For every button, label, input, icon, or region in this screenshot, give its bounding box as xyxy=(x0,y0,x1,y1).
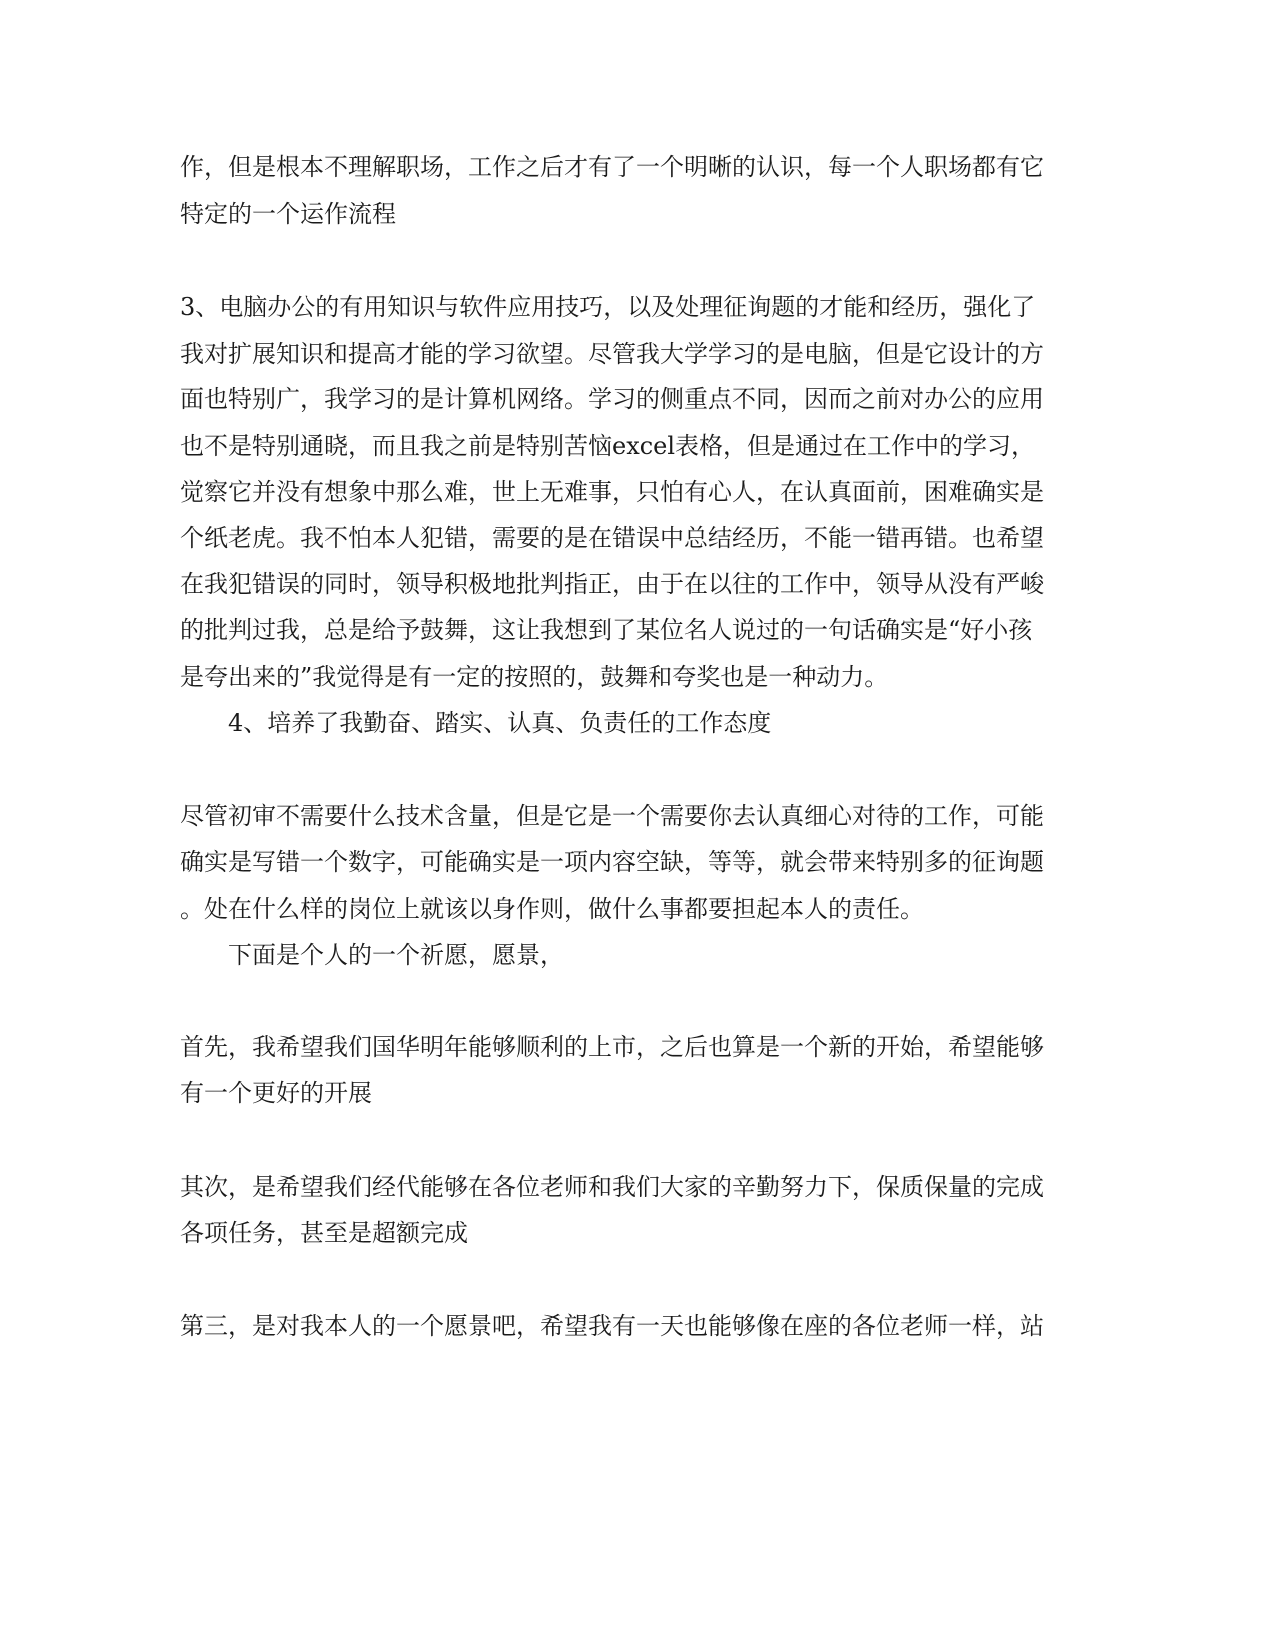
text-line: 是夸出来的”我觉得是有一定的按照的，鼓舞和夸奖也是一种动力。 xyxy=(180,663,889,691)
text-line: 3、电脑办公的有用知识与软件应用技巧，以及处理征询题的才能和经历，强化了 xyxy=(180,293,1036,321)
text-line: 作，但是根本不理解职场，工作之后才有了一个明晰的认识，每一个人职场都有它 xyxy=(180,153,1044,181)
section-heading: 4、培养了我勤奋、踏实、认真、负责任的工作态度 xyxy=(228,709,772,737)
section-heading: 下面是个人的一个祈愿，愿景， xyxy=(228,941,564,969)
text-line: 个纸老虎。我不怕本人犯错，需要的是在错误中总结经历，不能一错再错。也希望 xyxy=(180,524,1044,552)
text-line: 第三，是对我本人的一个愿景吧，希望我有一天也能够像在座的各位老师一样，站 xyxy=(180,1312,1044,1340)
text-line: 首先，我希望我们国华明年能够顺利的上市，之后也算是一个新的开始，希望能够 xyxy=(180,1033,1044,1061)
text-line: 在我犯错误的同时，领导积极地批判指正，由于在以往的工作中，领导从没有严峻 xyxy=(180,570,1044,598)
text-line: 特定的一个运作流程 xyxy=(180,200,396,228)
text-line: 有一个更好的开展 xyxy=(180,1079,372,1107)
text-line: 也不是特别通晓，而且我之前是特别苦恼excel表格，但是通过在工作中的学习， xyxy=(180,432,1036,460)
text-line: 确实是写错一个数字，可能确实是一项内容空缺，等等，就会带来特别多的征询题 xyxy=(180,848,1044,876)
text-line: 面也特别广，我学习的是计算机网络。学习的侧重点不同，因而之前对办公的应用 xyxy=(180,385,1044,413)
text-line: 觉察它并没有想象中那么难，世上无难事，只怕有心人，在认真面前，困难确实是 xyxy=(180,478,1044,506)
text-line: 其次，是希望我们经代能够在各位老师和我们大家的辛勤努力下，保质保量的完成 xyxy=(180,1173,1044,1201)
text-line: 各项任务，甚至是超额完成 xyxy=(180,1219,468,1247)
text-line: 。处在什么样的岗位上就该以身作则，做什么事都要担起本人的责任。 xyxy=(180,895,924,923)
text-line: 我对扩展知识和提高才能的学习欲望。尽管我大学学习的是电脑，但是它设计的方 xyxy=(180,340,1044,368)
text-line: 尽管初审不需要什么技术含量，但是它是一个需要你去认真细心对待的工作，可能 xyxy=(180,802,1044,830)
text-line: 的批判过我，总是给予鼓舞，这让我想到了某位名人说过的一句话确实是“好小孩 xyxy=(180,616,1033,644)
